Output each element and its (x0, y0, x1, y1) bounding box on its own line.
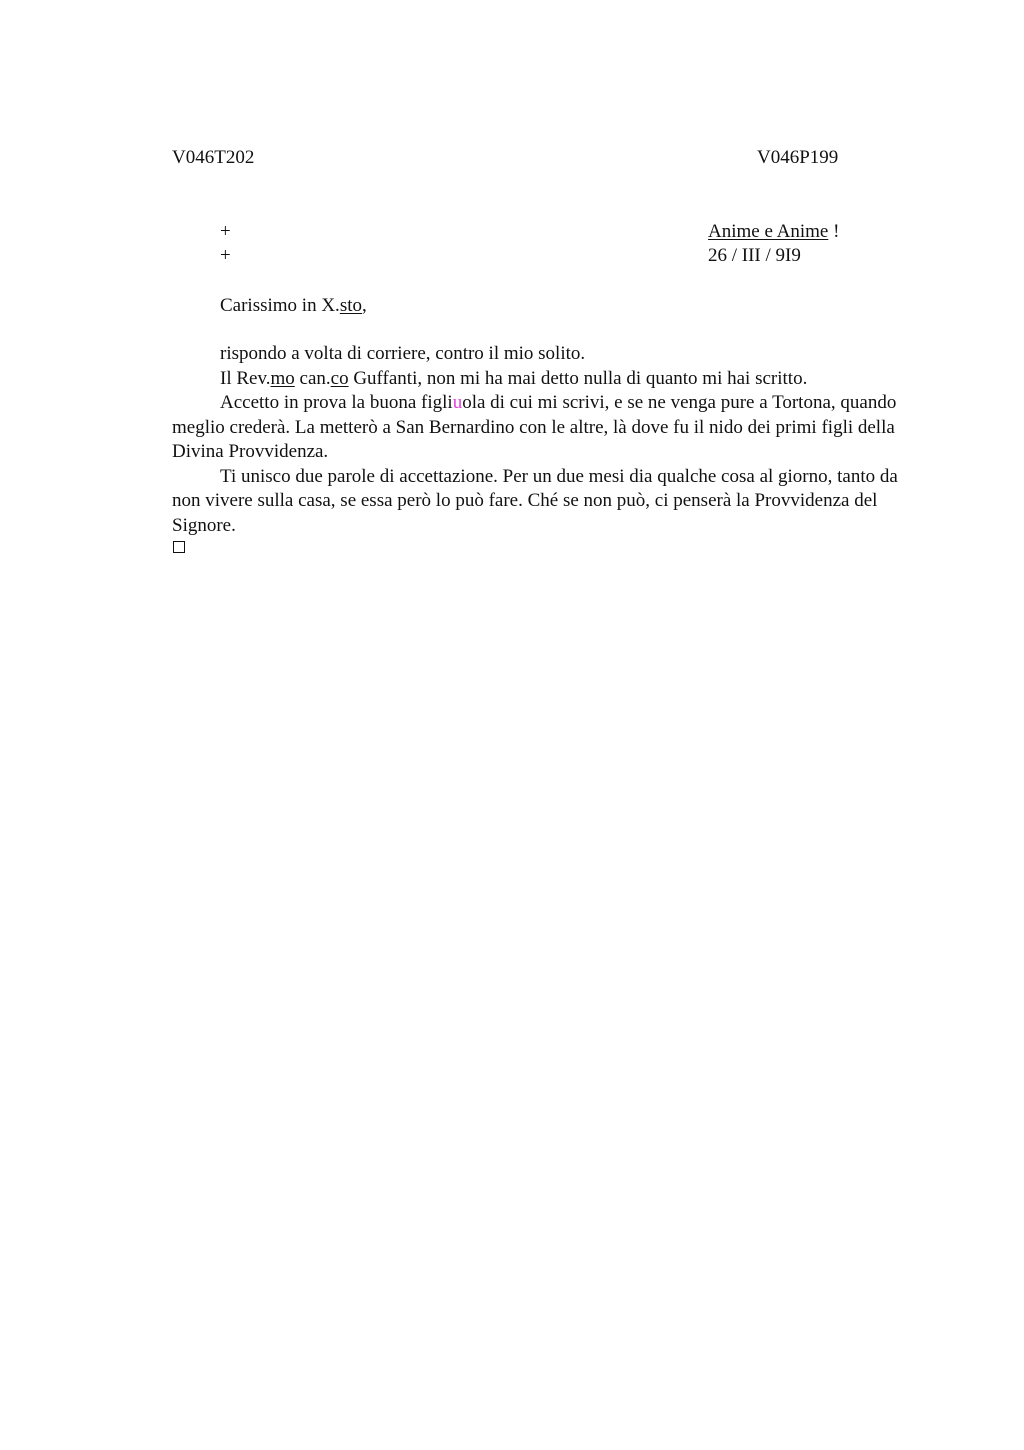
highlighted-letter: u (452, 392, 463, 413)
cross-mark: + (220, 221, 231, 242)
salutation-post: , (362, 295, 367, 316)
paragraph-3 (172, 391, 902, 465)
text-run: Guffanti, non mi ha mai detto nulla di quanto mi hai scritto. (348, 367, 808, 389)
motto-text: Anime e Anime (708, 221, 829, 242)
document-code-right: V046P199 (757, 147, 839, 168)
letter-date: 26 / III / 9I9 (708, 245, 801, 266)
abbr-superscript: mo (270, 367, 295, 389)
letter-body (172, 342, 902, 538)
end-box-icon (173, 541, 185, 553)
text-run: Accetto in prova la buona figli (220, 392, 453, 413)
document-code-left: V046T202 (172, 147, 255, 168)
paragraph-4: Ti unisco due parole di accettazione. Per un due mesi dia qualche cosa al giorno, tanto da non vivere sulla casa, se essa però lo può fare. Ché se non può, ci penserà la Provvidenza del Signore. (172, 465, 898, 536)
paragraph-1: rispondo a volta di corriere, contro il mio solito. (220, 343, 586, 364)
motto (708, 220, 839, 244)
paragraph-2 (172, 367, 902, 392)
text-run: Il Rev. (220, 367, 271, 389)
salutation (220, 294, 367, 318)
salutation-abbr: sto (339, 295, 362, 316)
text-run: can. (294, 367, 331, 389)
cross-mark: + (220, 245, 231, 266)
text-run: ola di cui mi scrivi, e se ne venga pure a Tortona, quando meglio crederà. La metterò a San Bernardino con le altre, là dove fu il nido dei primi figli della Divina Provvidenza. (172, 392, 897, 462)
abbr-superscript: co (330, 367, 349, 389)
motto-exclaim: ! (833, 221, 840, 242)
salutation-pre: Carissimo in X. (220, 295, 340, 316)
